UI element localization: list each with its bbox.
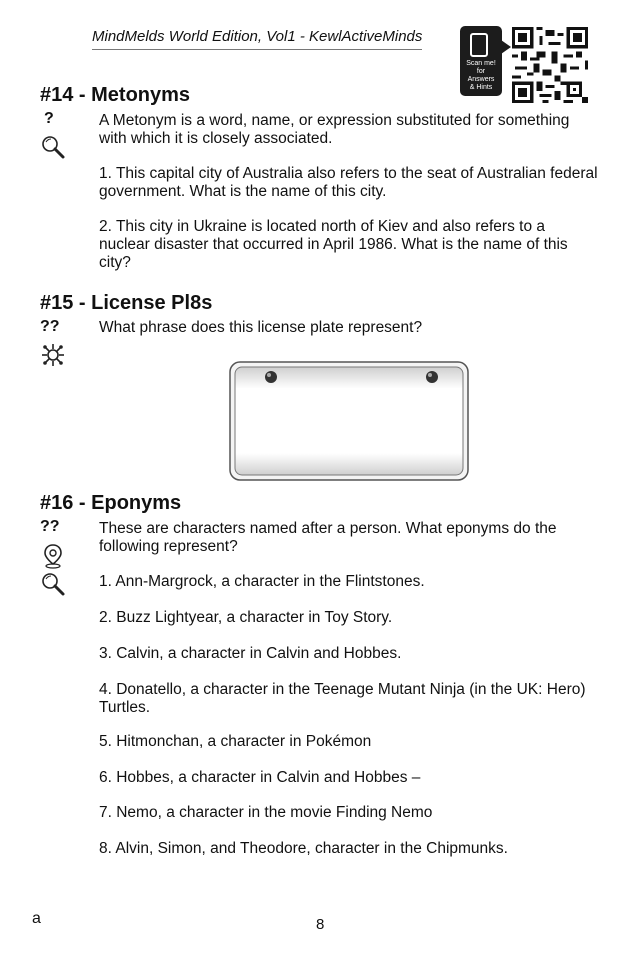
qr-code[interactable] (512, 27, 588, 103)
scan-hint-line: Answers (467, 76, 495, 83)
book-header-title: MindMelds World Edition, Vol1 - KewlActiveMinds (92, 28, 423, 45)
page-number: 8 (316, 916, 325, 933)
list-item: 7. Nemo, a character in the movie Finding Nemo (99, 804, 433, 821)
scan-hint-line: for (476, 68, 486, 75)
license-plate-image (229, 361, 469, 481)
plate-screw-icon (265, 371, 277, 383)
difficulty-marker: ?? (40, 318, 60, 335)
section-paragraph: A Metonym is a word, name, or expression substituted for something with which it is closely associated. (99, 112, 570, 147)
gear-icon (40, 342, 66, 368)
list-item: 3. Calvin, a character in Calvin and Hobbes. (99, 645, 402, 662)
section-paragraph: These are characters named after a person. What eponyms do the following represent? (99, 520, 557, 555)
location-pin-icon (40, 543, 66, 569)
header-divider (92, 49, 422, 50)
section-title: #14 - Metonyms (40, 84, 191, 106)
list-item: 5. Hitmonchan, a character in Pokémon (99, 733, 372, 750)
difficulty-marker: ?? (40, 518, 60, 535)
phone-icon (460, 26, 502, 96)
plate-screw-icon (426, 371, 438, 383)
list-item: 4. Donatello, a character in the Teenage Mutant Ninja (in the UK: Hero) Turtles. (99, 681, 586, 716)
list-item: 2. Buzz Lightyear, a character in Toy Story. (99, 609, 393, 626)
section-paragraph: What phrase does this license plate represent? (99, 319, 423, 336)
section-title: #15 - License Pl8s (40, 292, 213, 314)
magnifier-icon (40, 571, 66, 597)
magnifier-icon (40, 134, 66, 160)
section-title: #16 - Eponyms (40, 492, 182, 514)
list-item: 6. Hobbes, a character in Calvin and Hobbes – (99, 769, 421, 786)
section-paragraph: 1. This capital city of Australia also refers to the seat of Australian federal government. What is the name of this city. (99, 165, 598, 200)
scan-hint-line: Scan me! (466, 60, 496, 67)
scan-hint-line: & Hints (469, 84, 493, 91)
section-paragraph: 2. This city in Ukraine is located north of Kiev and also refers to a nuclear disaster that occurred in April 1986. What is the name of this city? (99, 218, 568, 271)
corner-mark: a (32, 910, 41, 927)
list-item: 8. Alvin, Simon, and Theodore, character in the Chipmunks. (99, 840, 508, 857)
list-item: 1. Ann-Margrock, a character in the Flintstones. (99, 573, 425, 590)
difficulty-marker: ? (44, 110, 54, 127)
